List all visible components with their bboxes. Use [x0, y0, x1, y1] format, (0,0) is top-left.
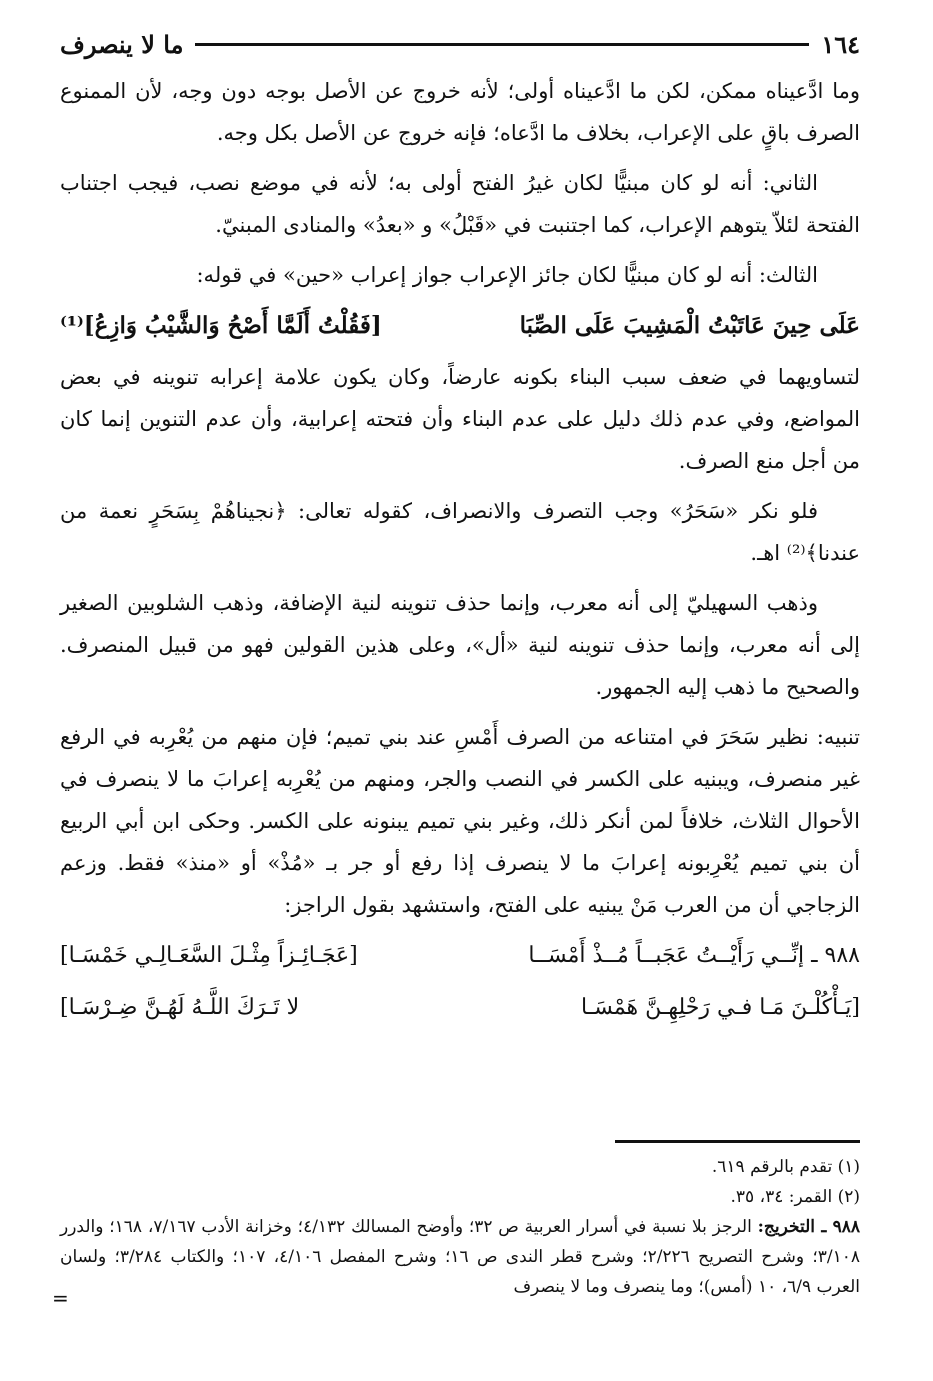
takhrij-text: الرجز بلا نسبة في أسرار العربية ص ٣٢؛ وأوضح المسالك ٤/١٣٢؛ وخزانة الأدب ٧/١٦٧، ١٦٨؛ والدرر ٣/١٠٨؛ وشرح التصريح ٢/٢٢٦؛ وشرح قطر الندى ص ١٦؛ وشرح المفصل ٤/١٠٦، ١٠٧؛ والكتاب ٣/٢٨٤؛ ولسان العرب ٦/٩، ١٠ (أمس)؛ وما ينصرف وما لا ينصرف	[60, 1217, 861, 1297]
verse-hemistich-second: [عَجَـائِـزاً مِثْـلَ السَّعَـالِـي خَمْسَـا]	[60, 943, 358, 968]
paragraph: فلو نكر «سَحَرُ» وجب التصرف والانصراف، كقوله تعالى: ﴿نجيناهُمْ بِسَحَرٍ نعمة من عندنا﴾⁽²⁾ اهـ.	[60, 499, 860, 565]
header-rule	[195, 43, 809, 46]
paragraph: لتساويهما في ضعف سبب البناء بكونه عارضاً، وكان يكون علامة إعرابه تنوينه في بعض المواضع، وفي عدم ذلك دليل على عدم البناء وأن فتحته إعرابية، وأن عدم التنوين إنما كان من أجل منع الصرف.	[60, 365, 860, 473]
footnotes	[60, 1152, 860, 1212]
footnote: (١) تقدم بالرقم ٦١٩.	[711, 1157, 860, 1177]
takhrij-label: ٩٨٨ ـ التخريج:	[757, 1217, 861, 1237]
verse-988-line-2	[60, 986, 860, 1030]
continuation-mark: =	[52, 1286, 69, 1310]
paragraph-note: تنبيه: نظير سَحَرَ في امتناعه من الصرف أَمْسِ عند بني تميم؛ فإن منهم من يُعْرِبه في الرفع غير منصرف، ويبنيه على الكسر في النصب والجر، ومنهم من يُعْرِبه إعرابَ ما لا ينصرف في الأحوال الثلاث، خلافاً لمن أنكر ذلك، وغير بني تميم يبنونه على الكسر. وحكى ابن أبي الربيع أن بني تميم يُعْرِبونه إعرابَ ما لا ينصرف إذا رفع أو جر بـ «مُذْ» أو «منذ» فقط. وزعم الزجاجي أن من العرب مَنْ يبنيه على الفتح، واستشهد بقول الراجز:	[60, 725, 860, 917]
verse-hemistich-first: عَلَى حِينَ عَاتَبْتُ الْمَشِيبَ عَلَى الصِّبَا	[519, 312, 860, 339]
verse-hemistich-first: [يَـأْكُلْـنَ مَـا فـي رَحْلِهِـنَّ هَمْسَـا	[581, 995, 860, 1020]
verse-hemistich-second: لا تَـرَكَ اللَّـهُ لَهُـنَّ ضِـرْسَـا]	[60, 995, 300, 1020]
page-number: ١٦٤	[821, 29, 860, 59]
paragraph: الثاني: أنه لو كان مبنيًّا لكان غيرُ الفتح أولى به؛ لأنه في موضع نصب، فيجب اجتناب الفتحة لئلاّ يتوهم الإعراب، كما اجتنبت في «قَبْلُ» و «بعدُ» والمنادى المبنيّ.	[60, 171, 860, 237]
page-header	[60, 24, 860, 64]
running-title: ما لا ينصرف	[60, 29, 184, 59]
verse-hemistich-first: ٩٨٨ ـ إنِّــي رَأَيْــتُ عَجَبــاً مُــذْ أَمْسَــا	[528, 943, 860, 968]
verse-hemistich-second: [فَقُلْتُ أَلَمَّا أَصْحُ وَالشَّيْبُ وَازِعُ]⁽¹⁾	[60, 312, 382, 339]
main-text	[60, 70, 860, 1038]
takhrij-note	[60, 1212, 860, 1302]
paragraph: وما ادَّعيناه ممكن، لكن ما ادَّعيناه أولى؛ لأنه خروج عن الأصل بوجه دون وجه، لأن الممنوع الصرف باقٍ على الإعراب، بخلاف ما ادَّعاه؛ فإنه خروج عن الأصل بكل وجه.	[60, 79, 860, 145]
paragraph: الثالث: أنه لو كان مبنيًّا لكان جائز الإعراب جواز إعراب «حين» في قوله:	[196, 263, 818, 287]
footnote-rule	[615, 1140, 860, 1143]
footnote: (٢) القمر: ٣٤، ٣٥.	[730, 1187, 860, 1207]
paragraph: وذهب السهيليّ إلى أنه معرب، وإنما حذف تنوينه لنية الإضافة، وذهب الشلوبين الصغير إلى أنه معرب، وإنما حذف تنوينه لنية «أل»، وعلى هذين القولين فهو من قبيل المنصرف. والصحيح ما ذهب إليه الجمهور.	[60, 591, 860, 699]
verse-line	[60, 304, 860, 348]
verse-988-line-1	[60, 934, 860, 978]
